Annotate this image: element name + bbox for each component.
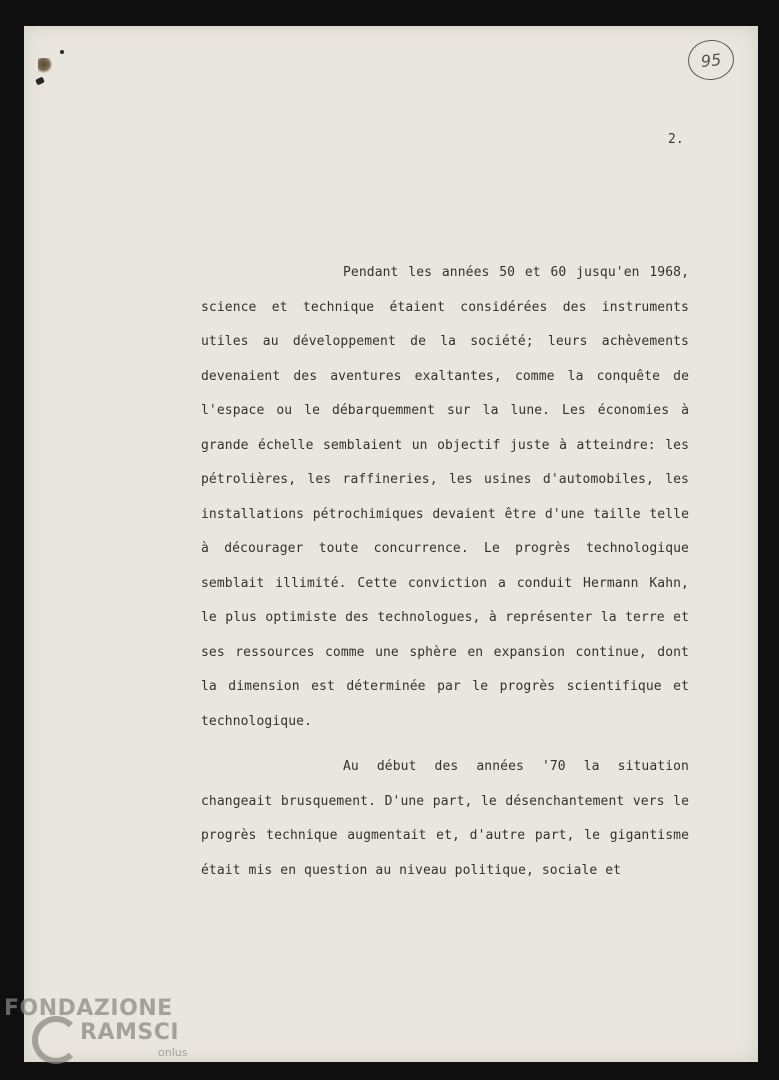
page-number: 2. xyxy=(668,132,684,147)
paragraph-1: Pendant les années 50 et 60 jusqu'en 1968, science et technique étaient considérées des instruments utiles au développement de la société; leurs achèvements devenaient des aventures exaltantes, comme la conquête de l'espace ou le débarquemment sur la lune. Les économies à grande échelle semblaient un objectif juste à atteindre: les pétrolières, les raffineries, les usines d'automobiles, les installations pétrochimiques devaient être d'une taille telle à décourager toute concurrence. Le progrès technologique semblait illimité. Cette conviction a conduit Hermann Kahn, le plus optimiste des technologues, à représenter la terre et ses ressources comme une sphère en expansion continue, dont la dimension est déterminée par le progrès scientifique et technologique. xyxy=(201,265,689,729)
watermark-line1: FONDAZIONE xyxy=(4,996,173,1021)
paragraph-2: Au début des années '70 la situation changeait brusquement. D'une part, le désenchantement vers le progrès technique augmentait et, d'autre part, le gigantisme était mis en question au niveau politique, sociale et xyxy=(201,759,689,878)
foundation-watermark xyxy=(0,990,200,1080)
watermark-g-icon xyxy=(32,1016,80,1064)
watermark-line2: RAMSCI xyxy=(80,1020,180,1045)
document-page xyxy=(24,26,758,1062)
paper-stain xyxy=(38,58,52,74)
paper-stain xyxy=(35,77,45,86)
watermark-line3: onlus xyxy=(158,1046,188,1059)
stamp-number: 95 xyxy=(699,49,723,71)
paper-stain xyxy=(60,50,64,54)
archive-stamp xyxy=(686,38,736,83)
